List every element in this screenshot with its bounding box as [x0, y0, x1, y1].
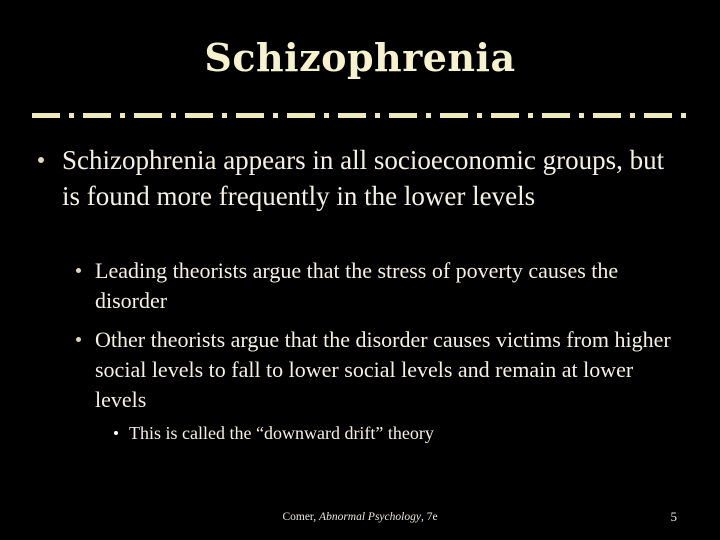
bullet-level1-text: Schizophrenia appears in all socioeconomic groups, but is found more frequently in the lower levels — [62, 145, 665, 211]
bullet-level3 — [114, 421, 684, 446]
footer-work-title: Abnormal Psychology — [319, 511, 421, 523]
bullet-dot-icon — [76, 337, 81, 342]
page-title: Schizophrenia — [204, 35, 516, 80]
footer-citation — [0, 509, 720, 525]
bullet-dot-icon — [114, 431, 118, 435]
bullet-level2-1-text: Leading theorists argue that the stress of poverty causes the disorder — [95, 258, 619, 313]
slide-number: 5 — [670, 509, 677, 524]
title-divider — [32, 113, 690, 118]
slide-footer — [0, 509, 720, 529]
bullet-dot-icon — [38, 157, 44, 163]
footer-author: Comer, — [282, 511, 320, 523]
bullet-level2-1 — [76, 256, 688, 316]
bullet-dot-icon — [76, 268, 81, 273]
bullet-level1 — [38, 142, 686, 214]
footer-edition: , 7e — [420, 511, 438, 523]
bullet-level2-2-text: Other theorists argue that the disorder causes victims from higher social levels to fall to lower social levels and remain at lower levels — [95, 327, 671, 412]
bullet-level3-text: This is called the “downward drift” theory — [129, 423, 434, 443]
bullet-level2-2 — [76, 325, 688, 415]
